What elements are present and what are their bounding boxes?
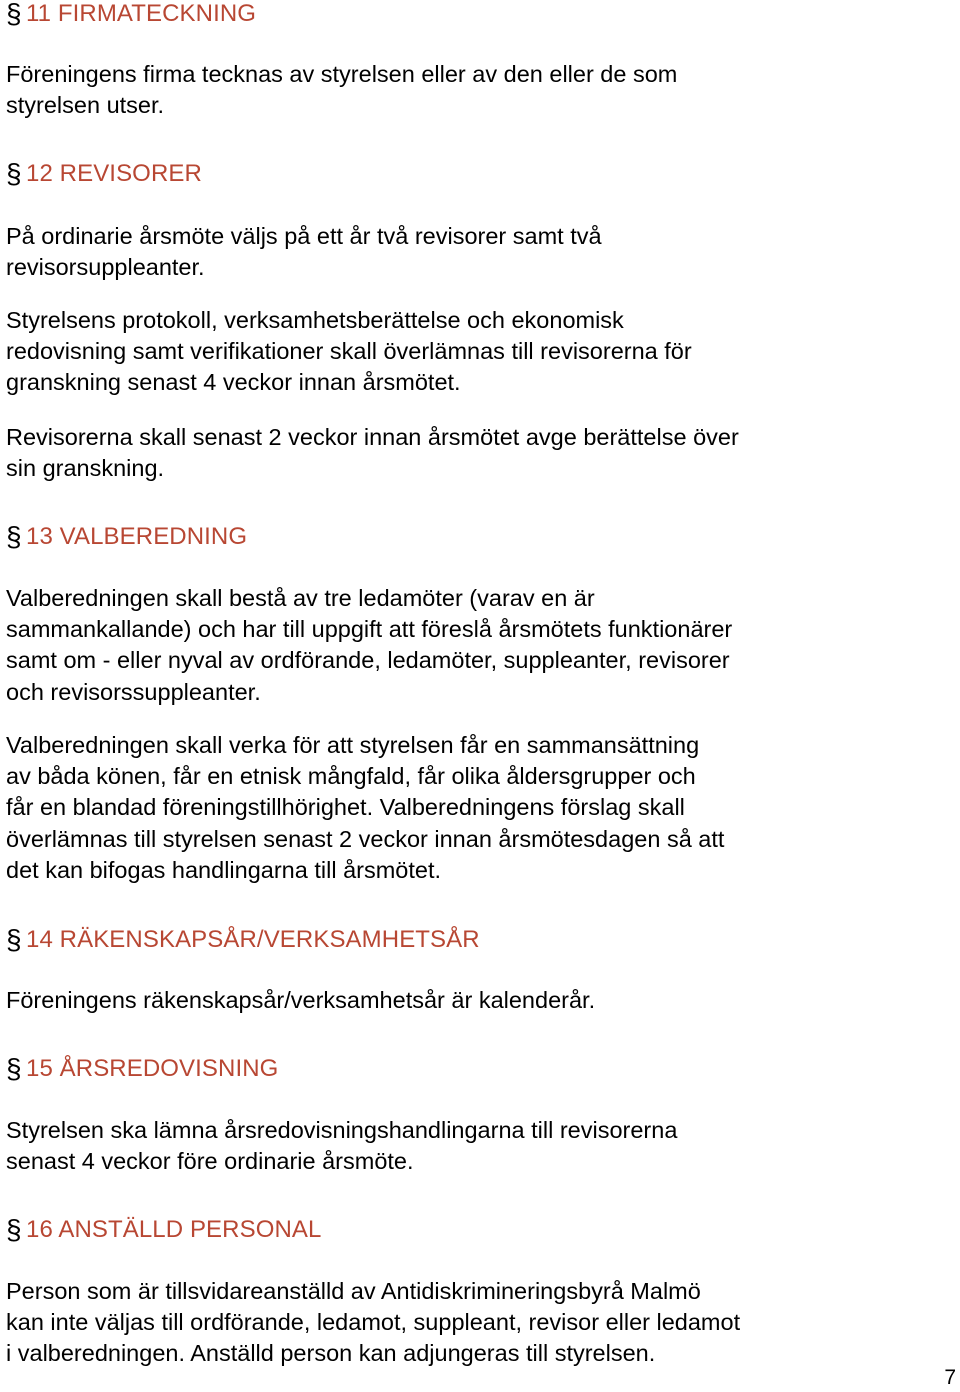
paragraph [6, 305, 692, 399]
page-number: 7 [944, 1366, 956, 1389]
section-heading-14 [6, 924, 480, 956]
section-sign-icon: § [6, 521, 22, 552]
text-line: Valberedningen skall verka för att styrelsen får en sammansättning [6, 732, 700, 758]
paragraph [6, 730, 724, 886]
text-line: Styrelsen ska lämna årsredovisningshandlingarna till revisorerna [6, 1117, 678, 1143]
text-line: sin granskning. [6, 455, 165, 482]
text-line: redovisning samt verifikationer skall överlämnas till revisorerna för [6, 338, 692, 365]
text-line: senast 4 veckor före ordinarie årsmöte. [6, 1148, 414, 1175]
section-heading-12 [6, 158, 202, 190]
section-sign-icon: § [6, 1214, 22, 1245]
text-line: Föreningens firma tecknas av styrelsen eller av den eller de som [6, 61, 678, 87]
section-sign-icon: § [6, 924, 22, 955]
text-line: revisorsuppleanter. [6, 254, 205, 281]
text-line: det kan bifogas handlingarna till årsmötet. [6, 856, 442, 883]
section-heading-13 [6, 521, 247, 553]
section-title: 13 VALBEREDNING [26, 523, 248, 550]
text-line: samt om - eller nyval av ordförande, ledamöter, suppleanter, revisorer [6, 647, 730, 674]
text-line: Revisorerna skall senast 2 veckor innan årsmötet avge berättelse över [6, 424, 739, 450]
paragraph [6, 422, 739, 484]
text-line: får en blandad föreningstillhörighet. Valberedningens förslag skall [6, 794, 685, 821]
text-line: och revisorssuppleanter. [6, 678, 261, 705]
text-line: i valberedningen. Anställd person kan adjungeras till styrelsen. [6, 1340, 656, 1367]
text-line: av båda könen, får en etnisk mångfald, får olika åldersgrupper och [6, 763, 696, 790]
section-heading-11 [6, 0, 256, 30]
section-sign-icon: § [6, 158, 22, 189]
text-line: styrelsen utser. [6, 92, 165, 119]
text-line: sammankallande) och har till uppgift att föreslå årsmötets funktionärer [6, 616, 733, 643]
text-line: Föreningens räkenskapsår/verksamhetsår är kalenderår. [6, 987, 596, 1013]
section-title: 12 REVISORER [26, 160, 202, 187]
section-title: 15 ÅRSREDOVISNING [26, 1055, 279, 1082]
paragraph [6, 1115, 677, 1177]
section-heading-16 [6, 1214, 321, 1246]
paragraph [6, 221, 602, 283]
paragraph [6, 1276, 740, 1370]
section-heading-15 [6, 1053, 278, 1085]
text-line: kan inte väljas till ordförande, ledamot, suppleant, revisor eller ledamot [6, 1309, 741, 1336]
section-title: 14 RÄKENSKAPSÅR/VERKSAMHETSÅR [26, 926, 480, 953]
paragraph [6, 583, 732, 708]
paragraph [6, 985, 595, 1016]
text-line: Styrelsens protokoll, verksamhetsberättelse och ekonomisk [6, 307, 624, 333]
text-line: På ordinarie årsmöte väljs på ett år två revisorer samt två [6, 223, 602, 249]
text-line: överlämnas till styrelsen senast 2 veckor innan årsmötesdagen så att [6, 825, 725, 852]
text-line: Valberedningen skall bestå av tre ledamöter (varav en är [6, 585, 595, 611]
section-title: 16 ANSTÄLLD PERSONAL [26, 1216, 322, 1243]
section-sign-icon: § [6, 0, 22, 29]
section-sign-icon: § [6, 1053, 22, 1084]
text-line: Person som är tillsvidareanställd av Antidiskrimineringsbyrå Malmö [6, 1278, 701, 1304]
text-line: granskning senast 4 veckor innan årsmötet. [6, 369, 461, 396]
paragraph [6, 59, 677, 121]
section-title: 11 FIRMATECKNING [26, 0, 257, 27]
